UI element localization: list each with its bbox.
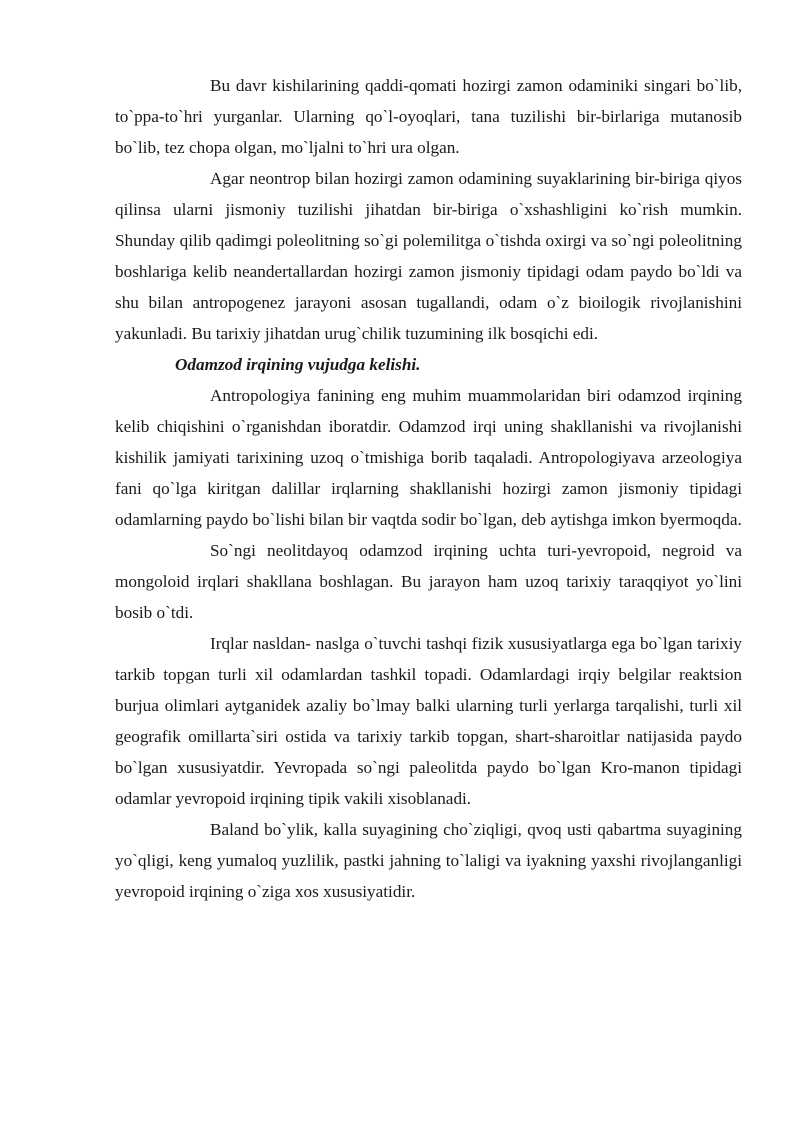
- document-page: [115, 70, 742, 907]
- paragraph: Baland bo`ylik, kalla suyagining cho`ziqligi, qvoq usti qabartma suyagining yo`qligi, keng yumaloq yuzlilik, pastki jahning to`laligi va iyakning yaxshi rivojlanganligi yevropoid irqining o`ziga xos xususiyatidir.: [115, 820, 742, 901]
- paragraph: Antropologiya fanining eng muhim muammolaridan biri odamzod irqining kelib chiqishini o`rganishdan iboratdir. Odamzod irqi uning shakllanishi va rivojlanishi kishilik jamiyati tarixining uzoq o`tmishiga borib taqaladi. Antropologiyava arzeologiya fani qo`lga kiritgan dalillar irqlarning shakllanishi hozirgi zamon jismoniy tipidagi odamlarning paydo bo`lishi bilan bir vaqtda sodir bo`lgan, deb aytishga imkon byermoqda.: [115, 386, 742, 529]
- section-heading: Odamzod irqining vujudga kelishi.: [175, 355, 421, 374]
- paragraph: So`ngi neolitdayoq odamzod irqining uchta turi-yevropoid, negroid va mongoloid irqlari shakllana boshlagan. Bu jarayon ham uzoq tarixiy taraqqiyot yo`lini bosib o`tdi.: [115, 541, 742, 622]
- paragraph: Irqlar nasldan- naslga o`tuvchi tashqi fizik xususiyatlarga ega bo`lgan tarixiy tarkib topgan turli xil odamlardan tashkil topadi. Odamlardagi irqiy belgilar reaktsion burjua olimlari aytganidek azaliy bo`lmay balki ularning turli yerlarga tarqalishi, turli xil geografik omillarta`siri ostida va tarixiy tarkib topgan, shart-sharoitlar natijasida paydo bo`lgan xususiyatdir. Yevropada so`ngi paleolitda paydo bo`lgan Kro-manon tipidagi odamlar yevropoid irqining tipik vakili xisoblanadi.: [115, 634, 742, 808]
- paragraph: Bu davr kishilarining qaddi-qomati hozirgi zamon odaminiki singari bo`lib, to`ppa-to`hri yurganlar. Ularning qo`l-oyoqlari, tana tuzilishi bir-birlariga mutanosib bo`lib, tez chopa olgan, mo`ljalni to`hri ura olgan.: [115, 76, 742, 157]
- paragraph: Agar neontrop bilan hozirgi zamon odamining suyaklarining bir-biriga qiyos qilinsa ularni jismoniy tuzilishi jihatdan bir-biriga o`xshashligini ko`rish mumkin. Shunday qilib qadimgi poleolitning so`gi polemilitga o`tishda oxirgi va so`ngi poleolitning boshlariga kelib neandertallardan hozirgi zamon jismoniy tipidagi odam paydo bo`ldi va shu bilan antropogenez jarayoni asosan tugallandi, odam o`z bioilogik rivojlanishini yakunladi. Bu tarixiy jihatdan urug`chilik tuzumining ilk bosqichi edi.: [115, 169, 742, 343]
